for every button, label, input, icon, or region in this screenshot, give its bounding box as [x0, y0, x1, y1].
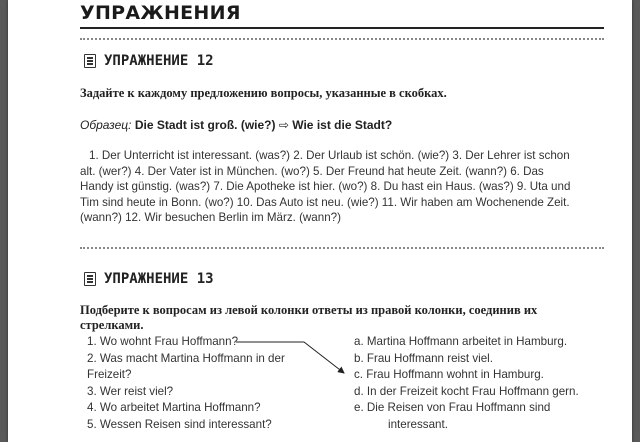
arrow-line	[236, 342, 344, 373]
page-header-title: УПРАЖНЕНИЯ	[80, 2, 241, 24]
answer-text: b. Frau Hoffmann reist viel.	[354, 351, 493, 365]
list-item: 2. Was macht Martina Hoffmann in der Freizeit?	[87, 351, 285, 382]
list-item: 1. Wo wohnt Frau Hoffmann?	[87, 335, 239, 348]
example-sentence: Die Stadt ist groß. (wie?)	[134, 118, 276, 132]
answer-text: a. Martina Hoffmann arbeitet in Hamburg.	[354, 335, 568, 348]
list-item: 3. Wer reist viel?	[87, 384, 174, 398]
answer-text: e. Die Reisen von Frau Hoffmann sind	[354, 401, 551, 415]
exercise-12-title: УПРАЖНЕНИЕ 12	[104, 53, 214, 69]
answer-text: c. Frau Hoffmann wohnt in Hamburg.	[354, 368, 544, 382]
list-item: 4. Wo arbeitet Martina Hoffmann?	[87, 401, 261, 415]
answer-text-continued: interessant.	[388, 417, 448, 431]
list-item: 5. Wessen Reisen sind interessant?	[87, 417, 272, 431]
exercise-12-text: 1. Der Unterricht ist interessant. (was?) 2. Der Urlaub ist schön. (wie?) 3. Der Lehrer ist schon alt. (wer?) 4. Der Vater ist in München. (wo?) 5. Der Freund hat heute Zeit. (wann?) 6. Das Handy ist günstig. (was?) 7. Die Apotheke ist hier. (wo?) 8. Du hast ein Haus. (was?) 9. Uta und Tim sind heute in Bonn. (wo?) 10. Das Auto ist neu. (wie?) 11. Wir haben am Wochenende Zeit. (wann?) 12. Wir besuchen Berlin im März. (wann?)	[80, 149, 571, 225]
exercise-13-title: УПРАЖНЕНИЕ 13	[104, 271, 214, 287]
example-answer: Wie ist die Stadt?	[292, 118, 393, 132]
exercise-13-instruction: Подберите к вопросам из левой колонки ответы из правой колонки, соединив их стрелками.	[80, 303, 538, 332]
answer-text: d. In der Freizeit kocht Frau Hoffmann gern.	[354, 384, 579, 398]
connection-arrow-icon	[8, 0, 632, 442]
example-label: Образец:	[80, 118, 132, 132]
document-page	[8, 0, 632, 442]
exercise-12-instruction: Задайте к каждому предложению вопросы, указанные в скобках.	[80, 86, 447, 100]
right-arrow-icon: ⇨	[278, 118, 289, 132]
